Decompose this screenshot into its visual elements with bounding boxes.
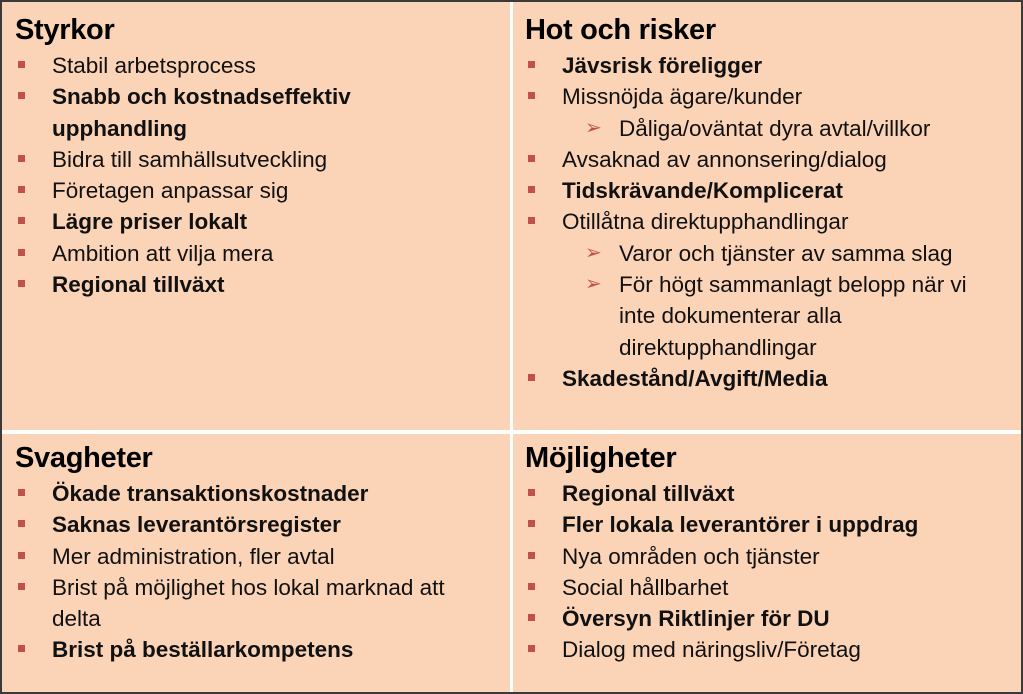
item-text: Nya områden och tjänster (562, 543, 820, 569)
quadrant-title: Svagheter (15, 442, 153, 474)
square-bullet-icon (528, 614, 535, 621)
quadrant-title: Möjligheter (525, 442, 677, 474)
item-text: Dåliga/oväntat dyra avtal/villkor (619, 115, 931, 141)
item-text: Tidskrävande/Komplicerat (562, 178, 843, 204)
item-text: För högt sammanlagt belopp när vi inte dokumenterar alla direktupphandlingar (619, 272, 967, 360)
item-text: Bidra till samhällsutveckling (52, 146, 328, 172)
list-item (525, 50, 1021, 81)
quadrant-opportunities (513, 434, 1021, 692)
square-bullet-icon (18, 155, 25, 162)
quadrant-strengths (2, 2, 510, 430)
list-item (15, 572, 482, 635)
list-item (525, 509, 1021, 540)
square-bullet-icon (528, 61, 535, 68)
arrow-bullet-icon: ➢ (585, 273, 602, 296)
list-item (15, 144, 510, 175)
list-item (525, 541, 1021, 572)
item-text: Brist på möjlighet hos lokal marknad att delta (52, 574, 445, 632)
square-bullet-icon (18, 186, 25, 193)
square-bullet-icon (18, 583, 25, 590)
item-text: Jävsrisk föreligger (562, 53, 763, 78)
square-bullet-icon (528, 583, 535, 590)
item-text: Missnöjda ägare/kunder (562, 84, 803, 110)
list-item (15, 478, 510, 509)
list-item (15, 175, 510, 206)
list-item (15, 541, 510, 572)
list-item (525, 363, 1021, 394)
item-text: Otillåtna direktupphandlingar (562, 209, 849, 235)
list-item (525, 603, 1021, 634)
quadrant-threats (513, 2, 1021, 430)
sub-list-item (525, 269, 1009, 363)
item-list (15, 478, 510, 666)
item-list (15, 50, 510, 300)
square-bullet-icon (528, 374, 535, 381)
list-item (525, 478, 1021, 509)
item-text: Avsaknad av annonsering/dialog (562, 146, 887, 172)
item-text: Lägre priser lokalt (52, 209, 248, 235)
item-text: Brist på beställarkompetens (52, 637, 354, 663)
item-text: Dialog med näringsliv/Företag (562, 637, 861, 663)
square-bullet-icon (18, 92, 25, 99)
list-item (15, 269, 510, 300)
square-bullet-icon (528, 92, 535, 99)
square-bullet-icon (528, 489, 535, 496)
item-text: Mer administration, fler avtal (52, 543, 335, 569)
arrow-bullet-icon: ➢ (585, 116, 602, 139)
square-bullet-icon (18, 61, 25, 68)
square-bullet-icon (528, 217, 535, 224)
item-text: Saknas leverantörsregister (52, 512, 341, 538)
square-bullet-icon (18, 280, 25, 287)
list-item (525, 634, 1021, 665)
list-item (15, 81, 412, 144)
item-text: Företagen anpassar sig (52, 178, 289, 204)
square-bullet-icon (18, 520, 25, 527)
item-list (525, 50, 1021, 394)
square-bullet-icon (528, 520, 535, 527)
item-text: Översyn Riktlinjer för DU (562, 606, 830, 632)
square-bullet-icon (18, 552, 25, 559)
list-item (15, 206, 510, 237)
list-item (15, 50, 510, 81)
arrow-bullet-icon: ➢ (585, 241, 602, 264)
item-text: Fler lokala leverantörer i uppdrag (562, 512, 919, 538)
item-text: Ökade transaktionskostnader (52, 481, 369, 506)
square-bullet-icon (18, 217, 25, 224)
square-bullet-icon (528, 645, 535, 652)
square-bullet-icon (18, 489, 25, 496)
list-item (525, 206, 1021, 237)
item-text: Regional tillväxt (562, 481, 735, 506)
square-bullet-icon (18, 645, 25, 652)
item-text: Social hållbarhet (562, 574, 729, 600)
quadrant-title: Hot och risker (525, 14, 716, 46)
item-text: Stabil arbetsprocess (52, 53, 256, 78)
square-bullet-icon (528, 186, 535, 193)
quadrant-title: Styrkor (15, 14, 115, 46)
sub-list-item (525, 113, 1021, 144)
square-bullet-icon (528, 552, 535, 559)
item-text: Skadestånd/Avgift/Media (562, 365, 828, 391)
square-bullet-icon (528, 155, 535, 162)
square-bullet-icon (18, 249, 25, 256)
list-item (525, 81, 1021, 112)
list-item (525, 572, 1021, 603)
list-item (525, 175, 1021, 206)
quadrant-weaknesses (2, 434, 510, 692)
item-text: Snabb och kostnadseffektiv upphandling (52, 84, 351, 141)
sub-list-item (525, 238, 1021, 269)
item-text: Regional tillväxt (52, 272, 225, 298)
item-list (525, 478, 1021, 666)
list-item (15, 634, 510, 665)
item-text: Ambition att vilja mera (52, 240, 274, 266)
list-item (525, 144, 1021, 175)
list-item (15, 238, 510, 269)
item-text: Varor och tjänster av samma slag (619, 240, 953, 266)
list-item (15, 509, 510, 540)
